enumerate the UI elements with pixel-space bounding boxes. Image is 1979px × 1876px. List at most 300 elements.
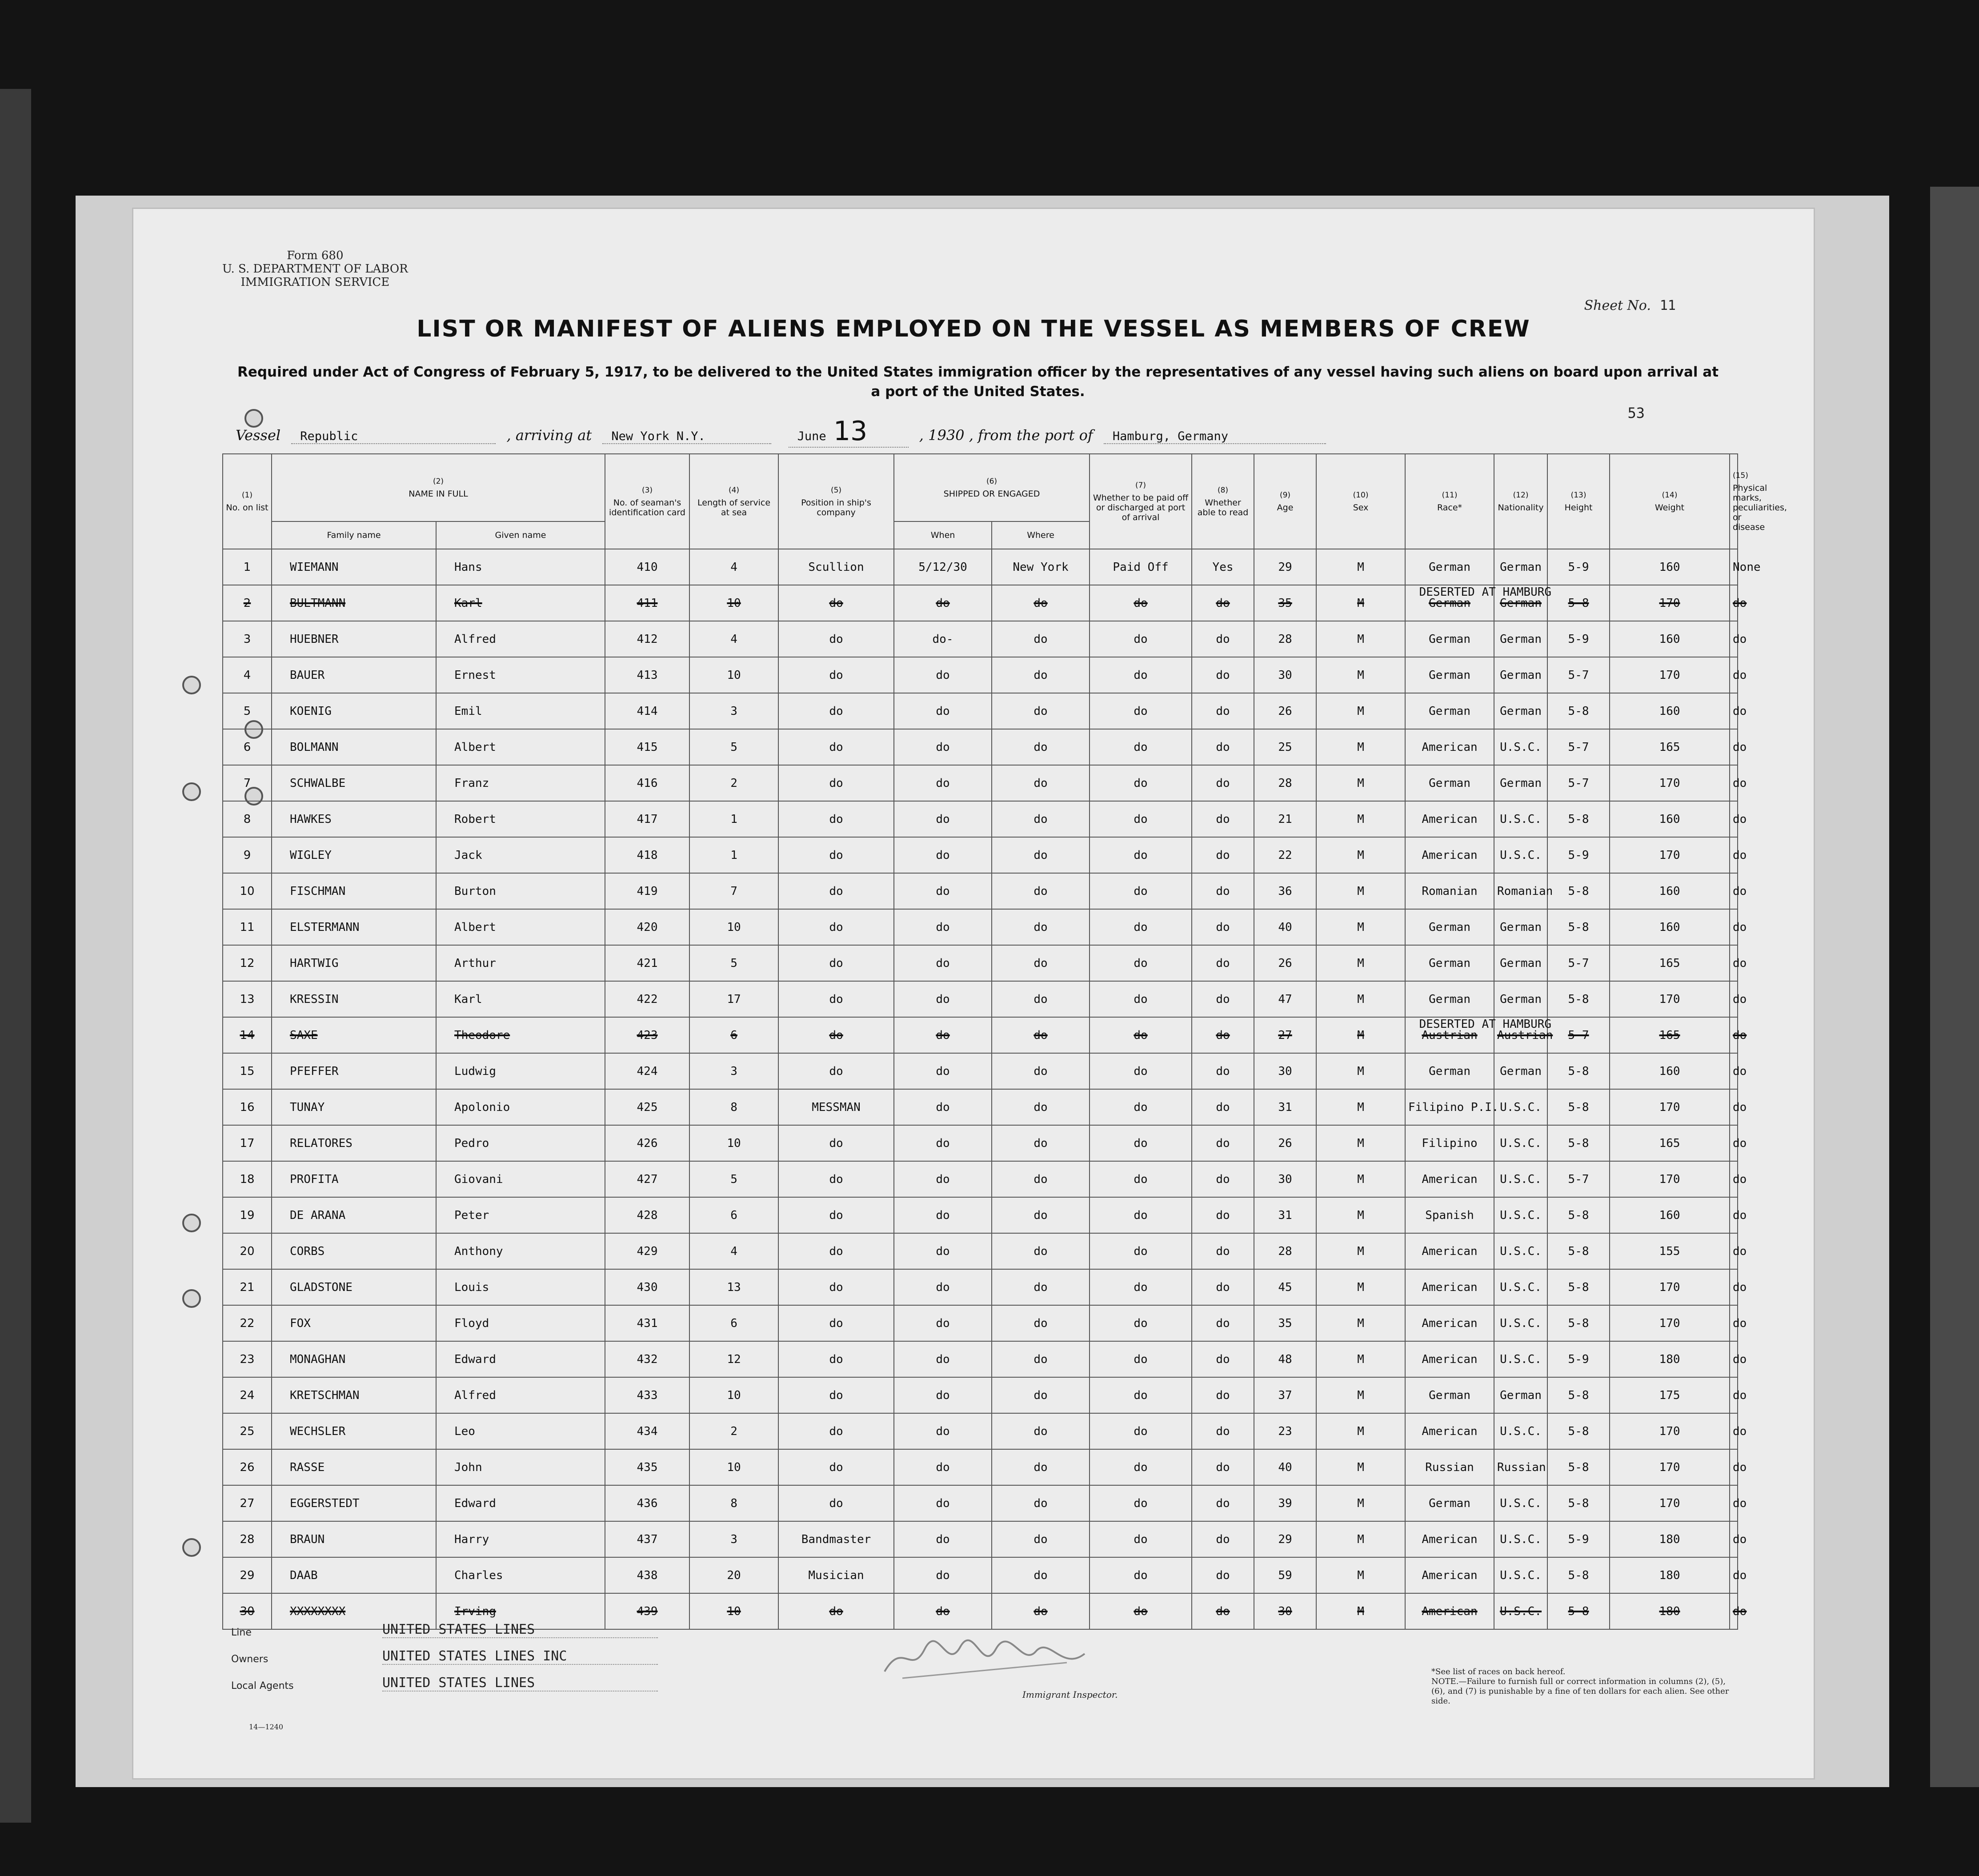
table-row — [223, 585, 1738, 621]
paid-off-cell: do — [1090, 1269, 1192, 1305]
able-to-read-cell: do — [1192, 1053, 1254, 1089]
physical-marks-cell: do — [1730, 765, 1738, 801]
sex-cell: M — [1316, 1233, 1405, 1269]
sex-cell: M — [1316, 1161, 1405, 1197]
family-name-cell: ELSTERMANN — [272, 909, 436, 945]
table-row — [223, 1449, 1738, 1485]
physical-marks-cell: do — [1730, 981, 1738, 1017]
shipped-when-cell: do — [894, 1449, 992, 1485]
card-number-cell: 434 — [605, 1413, 689, 1449]
shipped-when-cell: do — [894, 837, 992, 873]
row-number-cell: 30 — [223, 1593, 272, 1629]
card-number-cell: 418 — [605, 837, 689, 873]
agents-value: UNITED STATES LINES — [382, 1675, 658, 1692]
arrival-day: 13 — [833, 416, 868, 447]
arrival-month: June — [797, 429, 826, 443]
race-cell: German — [1405, 549, 1494, 585]
crew-rows — [223, 549, 1761, 1629]
paid-off-cell: do — [1090, 1449, 1192, 1485]
age-cell: 29 — [1254, 549, 1316, 585]
given-name-cell: Karl — [436, 981, 605, 1017]
height-cell: 5-8 — [1547, 801, 1610, 837]
family-name-cell: HAWKES — [272, 801, 436, 837]
column-header-position: (5) Position in ship's company — [778, 454, 894, 549]
length-of-service-cell: 17 — [689, 981, 778, 1017]
from-port: Hamburg, Germany — [1104, 429, 1326, 444]
shipped-where-cell: New York — [992, 549, 1090, 585]
weight-cell: 160 — [1610, 1197, 1730, 1233]
column-header-height: (13) Height — [1547, 454, 1610, 549]
physical-marks-cell: do — [1730, 1377, 1738, 1413]
length-of-service-cell: 5 — [689, 1161, 778, 1197]
weight-cell: 180 — [1610, 1521, 1730, 1557]
nationality-cell: U.S.C. — [1494, 1305, 1547, 1341]
row-number-cell: 29 — [223, 1557, 272, 1593]
given-name-cell: Floyd — [436, 1305, 605, 1341]
shipped-where-cell: do — [992, 1233, 1090, 1269]
shipped-when-cell: do — [894, 765, 992, 801]
table-row — [223, 1557, 1738, 1593]
paid-off-cell: do — [1090, 1485, 1192, 1521]
position-cell: do — [778, 801, 894, 837]
shipped-when-cell: do — [894, 1557, 992, 1593]
vessel-line — [236, 416, 1332, 448]
weight-cell: 155 — [1610, 1233, 1730, 1269]
physical-marks-cell: do — [1730, 1413, 1738, 1449]
paid-off-cell: do — [1090, 657, 1192, 693]
height-cell: 5-8 — [1547, 1305, 1610, 1341]
family-name-cell: RELATORES — [272, 1125, 436, 1161]
owners-value: UNITED STATES LINES INC — [382, 1648, 658, 1665]
able-to-read-cell: do — [1192, 1521, 1254, 1557]
paid-off-cell: do — [1090, 1521, 1192, 1557]
weight-cell: 170 — [1610, 1485, 1730, 1521]
able-to-read-cell: do — [1192, 801, 1254, 837]
position-cell: do — [778, 1341, 894, 1377]
row-number-cell: 20 — [223, 1233, 272, 1269]
length-of-service-cell: 1 — [689, 837, 778, 873]
paid-off-cell: do — [1090, 1053, 1192, 1089]
row-number-cell: 22 — [223, 1305, 272, 1341]
paid-off-cell: do — [1090, 837, 1192, 873]
position-cell: do — [778, 1413, 894, 1449]
nationality-cell: Russian — [1494, 1449, 1547, 1485]
row-number-cell: 6 — [223, 729, 272, 765]
paid-off-cell: do — [1090, 693, 1192, 729]
footer-agents: Local Agents UNITED STATES LINES — [231, 1680, 294, 1692]
position-cell: do — [778, 1305, 894, 1341]
column-header-given-name: Given name — [436, 521, 605, 549]
nationality-cell: German — [1494, 1053, 1547, 1089]
card-number-cell: 412 — [605, 621, 689, 657]
given-name-cell: Edward — [436, 1485, 605, 1521]
paid-off-cell: do — [1090, 945, 1192, 981]
shipped-when-cell: 5/12/30 — [894, 549, 992, 585]
nationality-cell: German — [1494, 909, 1547, 945]
age-cell: 28 — [1254, 621, 1316, 657]
sex-cell: M — [1316, 1449, 1405, 1485]
race-cell: German — [1405, 1053, 1494, 1089]
column-header-where: Where — [992, 521, 1090, 549]
height-cell: 5-8 — [1547, 585, 1610, 621]
weight-cell: 160 — [1610, 801, 1730, 837]
shipped-where-cell: do — [992, 837, 1090, 873]
table-row — [223, 945, 1738, 981]
table-row — [223, 765, 1738, 801]
height-cell: 5-7 — [1547, 729, 1610, 765]
age-cell: 45 — [1254, 1269, 1316, 1305]
shipped-where-cell: do — [992, 945, 1090, 981]
column-header-race: (11) Race* — [1405, 454, 1494, 549]
given-name-cell: Edward — [436, 1341, 605, 1377]
height-cell: 5-7 — [1547, 765, 1610, 801]
column-header-shipped: (6) SHIPPED OR ENGAGED — [894, 454, 1090, 521]
position-cell: MESSMAN — [778, 1089, 894, 1125]
position-cell: do — [778, 1197, 894, 1233]
sex-cell: M — [1316, 1341, 1405, 1377]
card-number-cell: 415 — [605, 729, 689, 765]
family-name-cell: XXXXXXXX — [272, 1593, 436, 1629]
family-name-cell: EGGERSTEDT — [272, 1485, 436, 1521]
given-name-cell: Franz — [436, 765, 605, 801]
physical-marks-cell: do — [1730, 1269, 1738, 1305]
family-name-cell: BAUER — [272, 657, 436, 693]
form-department: U. S. DEPARTMENT OF LABOR — [222, 262, 408, 276]
length-of-service-cell: 13 — [689, 1269, 778, 1305]
family-name-cell: WECHSLER — [272, 1413, 436, 1449]
card-number-cell: 420 — [605, 909, 689, 945]
shipped-when-cell: do- — [894, 621, 992, 657]
able-to-read-cell: do — [1192, 1161, 1254, 1197]
weight-cell: 170 — [1610, 585, 1730, 621]
sex-cell: M — [1316, 909, 1405, 945]
weight-cell: 170 — [1610, 981, 1730, 1017]
weight-cell: 170 — [1610, 657, 1730, 693]
length-of-service-cell: 10 — [689, 1377, 778, 1413]
column-header-when: When — [894, 521, 992, 549]
table-row — [223, 693, 1738, 729]
shipped-when-cell: do — [894, 909, 992, 945]
position-cell: Musician — [778, 1557, 894, 1593]
card-number-cell: 421 — [605, 945, 689, 981]
weight-cell: 180 — [1610, 1557, 1730, 1593]
sex-cell: M — [1316, 1305, 1405, 1341]
column-header-card: (3) No. of seaman's identification card — [605, 454, 689, 549]
nationality-cell: German — [1494, 981, 1547, 1017]
row-number-cell: 10 — [223, 873, 272, 909]
nationality-cell: U.S.C. — [1494, 1485, 1547, 1521]
length-of-service-cell: 10 — [689, 1449, 778, 1485]
crew-manifest-table — [222, 453, 1787, 1630]
column-header-paid-off: (7) Whether to be paid off or discharged at port of arrival — [1090, 454, 1192, 549]
card-number-cell: 417 — [605, 801, 689, 837]
race-cell: German — [1405, 657, 1494, 693]
shipped-where-cell: do — [992, 1017, 1090, 1053]
able-to-read-cell: do — [1192, 1485, 1254, 1521]
paid-off-cell: do — [1090, 585, 1192, 621]
physical-marks-cell: do — [1730, 1485, 1738, 1521]
age-cell: 59 — [1254, 1557, 1316, 1593]
position-cell: do — [778, 1269, 894, 1305]
height-cell: 5-8 — [1547, 1197, 1610, 1233]
punch-hole-icon — [182, 676, 201, 694]
physical-marks-cell: do — [1730, 1449, 1738, 1485]
race-cell: American — [1405, 729, 1494, 765]
weight-cell: 165 — [1610, 1017, 1730, 1053]
form-identifier — [222, 249, 408, 289]
able-to-read-cell: do — [1192, 1125, 1254, 1161]
physical-marks-cell: do — [1730, 801, 1738, 837]
physical-marks-cell: do — [1730, 1197, 1738, 1233]
row-number-cell: 18 — [223, 1161, 272, 1197]
card-number-cell: 426 — [605, 1125, 689, 1161]
height-cell: 5-8 — [1547, 1593, 1610, 1629]
physical-marks-cell: do — [1730, 729, 1738, 765]
age-cell: 30 — [1254, 657, 1316, 693]
age-cell: 40 — [1254, 909, 1316, 945]
given-name-cell: Alfred — [436, 621, 605, 657]
column-header-family-name: Family name — [272, 521, 436, 549]
weight-cell: 160 — [1610, 549, 1730, 585]
sex-cell: M — [1316, 1269, 1405, 1305]
given-name-cell: Jack — [436, 837, 605, 873]
weight-cell: 165 — [1610, 945, 1730, 981]
physical-marks-cell: do — [1730, 909, 1738, 945]
card-number-cell: 424 — [605, 1053, 689, 1089]
position-cell: do — [778, 945, 894, 981]
paid-off-cell: do — [1090, 1377, 1192, 1413]
weight-cell: 175 — [1610, 1377, 1730, 1413]
table-row — [223, 1377, 1738, 1413]
age-cell: 28 — [1254, 1233, 1316, 1269]
weight-cell: 160 — [1610, 909, 1730, 945]
shipped-when-cell: do — [894, 1341, 992, 1377]
sex-cell: M — [1316, 1089, 1405, 1125]
family-name-cell: BRAUN — [272, 1521, 436, 1557]
form-number: Form 680 — [287, 249, 344, 262]
nationality-cell: Austrian DESERTED AT HAMBURG — [1494, 1017, 1547, 1053]
table-row — [223, 729, 1738, 765]
given-name-cell: Robert — [436, 801, 605, 837]
given-name-cell: Anthony — [436, 1233, 605, 1269]
paid-off-cell: do — [1090, 765, 1192, 801]
given-name-cell: Burton — [436, 873, 605, 909]
physical-marks-cell: do — [1730, 1233, 1738, 1269]
manifest-page — [133, 209, 1814, 1778]
able-to-read-cell: do — [1192, 1233, 1254, 1269]
height-cell: 5-8 — [1547, 1377, 1610, 1413]
family-name-cell: CORBS — [272, 1233, 436, 1269]
race-cell: Spanish — [1405, 1197, 1494, 1233]
table-row — [223, 1053, 1738, 1089]
given-name-cell: Harry — [436, 1521, 605, 1557]
column-header-service: (4) Length of service at sea — [689, 454, 778, 549]
sex-cell: M — [1316, 1125, 1405, 1161]
physical-marks-cell: do — [1730, 1053, 1738, 1089]
row-number-cell: 8 — [223, 801, 272, 837]
nationality-cell: U.S.C. — [1494, 837, 1547, 873]
nationality-cell: Romanian — [1494, 873, 1547, 909]
shipped-when-cell: do — [894, 1053, 992, 1089]
sex-cell: M — [1316, 693, 1405, 729]
sex-cell: M — [1316, 1017, 1405, 1053]
able-to-read-cell: do — [1192, 1341, 1254, 1377]
sex-cell: M — [1316, 837, 1405, 873]
page-subtitle: Required under Act of Congress of February 5, 1917, to be delivered to the United States immigration officer by the representatives of any vessel having such aliens on board upon arrival at a port of the United States. — [237, 364, 1719, 400]
length-of-service-cell: 6 — [689, 1197, 778, 1233]
row-number-cell: 25 — [223, 1413, 272, 1449]
physical-marks-cell: do — [1730, 1305, 1738, 1341]
inspector-label: Immigrant Inspector. — [1022, 1689, 1118, 1700]
shipped-when-cell: do — [894, 1377, 992, 1413]
able-to-read-cell: do — [1192, 657, 1254, 693]
length-of-service-cell: 4 — [689, 1233, 778, 1269]
paid-off-cell: do — [1090, 1557, 1192, 1593]
shipped-when-cell: do — [894, 801, 992, 837]
weight-cell: 160 — [1610, 693, 1730, 729]
family-name-cell: SAXE — [272, 1017, 436, 1053]
given-name-cell: Giovani — [436, 1161, 605, 1197]
weight-cell: 170 — [1610, 1269, 1730, 1305]
row-number-cell: 26 — [223, 1449, 272, 1485]
given-name-cell: Theodore — [436, 1017, 605, 1053]
nationality-cell: U.S.C. — [1494, 729, 1547, 765]
height-cell: 5-8 — [1547, 1053, 1610, 1089]
vessel-label: Vessel — [236, 427, 281, 444]
column-header-nationality: (12) Nationality — [1494, 454, 1547, 549]
able-to-read-cell: do — [1192, 837, 1254, 873]
card-number-cell: 431 — [605, 1305, 689, 1341]
paid-off-cell: do — [1090, 1413, 1192, 1449]
shipped-when-cell: do — [894, 1521, 992, 1557]
height-cell: 5-9 — [1547, 1521, 1610, 1557]
family-name-cell: MONAGHAN — [272, 1341, 436, 1377]
sex-cell: M — [1316, 1053, 1405, 1089]
table-row — [223, 1197, 1738, 1233]
page-number: 53 — [1627, 405, 1645, 421]
race-cell: German — [1405, 1485, 1494, 1521]
physical-marks-cell: None — [1730, 549, 1738, 585]
age-cell: 31 — [1254, 1089, 1316, 1125]
nationality-cell: U.S.C. — [1494, 1089, 1547, 1125]
race-cell: American — [1405, 1269, 1494, 1305]
nationality-cell: U.S.C. — [1494, 1521, 1547, 1557]
able-to-read-cell: do — [1192, 1305, 1254, 1341]
age-cell: 36 — [1254, 873, 1316, 909]
family-name-cell: BULTMANN — [272, 585, 436, 621]
age-cell: 22 — [1254, 837, 1316, 873]
height-cell: 5-7 — [1547, 657, 1610, 693]
position-cell: do — [778, 693, 894, 729]
table-row — [223, 981, 1738, 1017]
card-number-cell: 413 — [605, 657, 689, 693]
family-name-cell: BOLMANN — [272, 729, 436, 765]
race-cell: Russian — [1405, 1449, 1494, 1485]
card-number-cell: 437 — [605, 1521, 689, 1557]
family-name-cell: FISCHMAN — [272, 873, 436, 909]
shipped-when-cell: do — [894, 981, 992, 1017]
race-cell: American — [1405, 1233, 1494, 1269]
height-cell: 5-8 — [1547, 1449, 1610, 1485]
paid-off-cell: do — [1090, 801, 1192, 837]
paid-off-cell: do — [1090, 981, 1192, 1017]
shipped-where-cell: do — [992, 1305, 1090, 1341]
age-cell: 21 — [1254, 801, 1316, 837]
height-cell: 5-9 — [1547, 549, 1610, 585]
able-to-read-cell: do — [1192, 945, 1254, 981]
weight-cell: 160 — [1610, 1053, 1730, 1089]
nationality-cell: U.S.C. — [1494, 1269, 1547, 1305]
shipped-where-cell: do — [992, 1449, 1090, 1485]
race-cell: American — [1405, 1557, 1494, 1593]
table-row — [223, 549, 1738, 585]
physical-marks-cell: do — [1730, 1161, 1738, 1197]
sex-cell: M — [1316, 1485, 1405, 1521]
card-number-cell: 416 — [605, 765, 689, 801]
paid-off-cell: do — [1090, 873, 1192, 909]
weight-cell: 170 — [1610, 1089, 1730, 1125]
given-name-cell: Emil — [436, 693, 605, 729]
sex-cell: M — [1316, 981, 1405, 1017]
family-name-cell: TUNAY — [272, 1089, 436, 1125]
race-cell: American — [1405, 1305, 1494, 1341]
card-number-cell: 411 — [605, 585, 689, 621]
column-header-no: (1) No. on list — [223, 454, 272, 549]
arriving-label: , arriving at — [506, 427, 592, 444]
paid-off-cell: do — [1090, 909, 1192, 945]
length-of-service-cell: 12 — [689, 1341, 778, 1377]
position-cell: do — [778, 909, 894, 945]
shipped-where-cell: do — [992, 1089, 1090, 1125]
length-of-service-cell: 2 — [689, 765, 778, 801]
nationality-cell: U.S.C. — [1494, 801, 1547, 837]
punch-hole-icon — [182, 1214, 201, 1232]
sheet-number-value: 11 — [1659, 298, 1676, 313]
shipped-where-cell: do — [992, 729, 1090, 765]
age-cell: 35 — [1254, 585, 1316, 621]
height-cell: 5-7 — [1547, 1161, 1610, 1197]
height-cell: 5-8 — [1547, 1485, 1610, 1521]
page-title: LIST OR MANIFEST OF ALIENS EMPLOYED ON THE VESSEL AS MEMBERS OF CREW — [417, 316, 1530, 342]
shipped-when-cell: do — [894, 1089, 992, 1125]
shipped-when-cell: do — [894, 693, 992, 729]
shipped-where-cell: do — [992, 981, 1090, 1017]
given-name-cell: Irving — [436, 1593, 605, 1629]
family-name-cell: KRESSIN — [272, 981, 436, 1017]
position-cell: do — [778, 1593, 894, 1629]
height-cell: 5-8 — [1547, 1089, 1610, 1125]
card-number-cell: 430 — [605, 1269, 689, 1305]
sex-cell: M — [1316, 585, 1405, 621]
table-row — [223, 1521, 1738, 1557]
height-cell: 5-9 — [1547, 837, 1610, 873]
row-number-cell: 5 — [223, 693, 272, 729]
length-of-service-cell: 8 — [689, 1485, 778, 1521]
age-cell: 27 — [1254, 1017, 1316, 1053]
punch-hole-icon — [182, 1289, 201, 1308]
form-service: IMMIGRATION SERVICE — [240, 276, 390, 289]
card-number-cell: 423 — [605, 1017, 689, 1053]
given-name-cell: Leo — [436, 1413, 605, 1449]
row-number-cell: 13 — [223, 981, 272, 1017]
weight-cell: 165 — [1610, 729, 1730, 765]
age-cell: 30 — [1254, 1593, 1316, 1629]
able-to-read-cell: do — [1192, 1593, 1254, 1629]
row-number-cell: 16 — [223, 1089, 272, 1125]
given-name-cell: Charles — [436, 1557, 605, 1593]
physical-marks-cell: do — [1730, 621, 1738, 657]
physical-marks-cell: do — [1730, 1089, 1738, 1125]
